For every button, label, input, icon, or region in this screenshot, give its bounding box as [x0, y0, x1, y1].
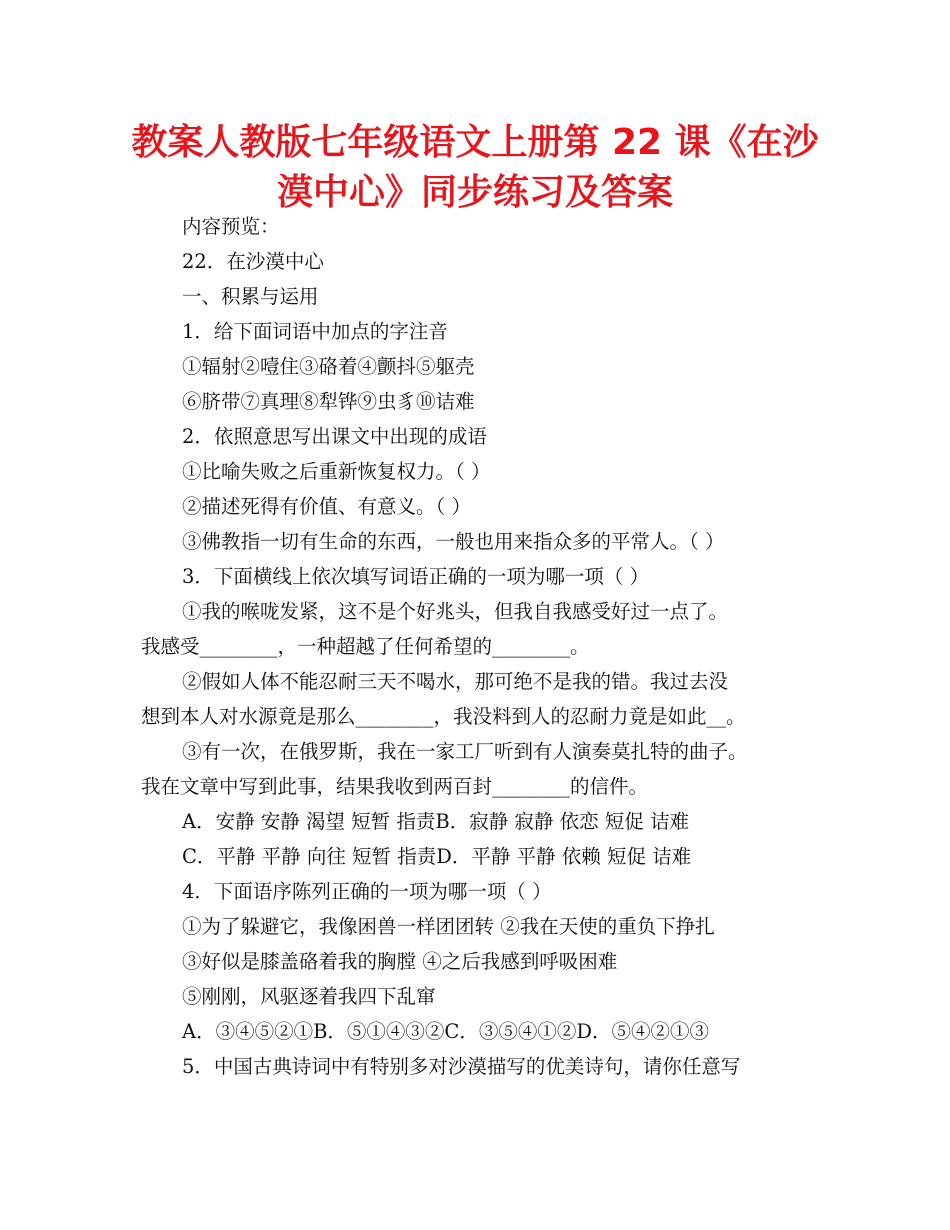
question-4: 4．下面语序陈列正确的一项为哪一项（ ）: [182, 880, 552, 903]
question-3-options-ab: A．安静 安静 渴望 短暂 指责B．寂静 寂静 依恋 短促 诘难: [182, 810, 690, 833]
document-body: [141, 209, 821, 1084]
question-3-item-1: ①我的喉咙发紧，这不是个好兆头，但我自我感受好过一点了。: [182, 600, 729, 623]
lesson-heading: 22．在沙漠中心: [182, 250, 324, 273]
question-4-items-c: ⑤刚刚，风驱逐着我四下乱窜: [182, 985, 436, 1008]
question-3-item-2: ②假如人体不能忍耐三天不喝水，那可绝不是我的错。我过去没: [182, 670, 729, 693]
question-2-item-1: ①比喻失败之后重新恢复权力。（ ）: [182, 460, 491, 483]
question-5: 5．中国古典诗词中有特别多对沙漠描写的优美诗句，请你任意写: [182, 1055, 741, 1078]
section-heading: 一、积累与运用: [182, 285, 319, 308]
question-3-item-1-cont: 我感受________，一种超越了任何希望的________。: [141, 635, 590, 658]
preview-label: 内容预览：: [182, 215, 280, 238]
question-3-item-3-cont: 我在文章中写到此事，结果我收到两百封________的信件。: [141, 775, 649, 798]
question-4-items-b: ③好似是膝盖硌着我的胸膛 ④之后我感到呼吸困难: [182, 950, 618, 973]
question-2: 2．依照意思写出课文中出现的成语: [182, 425, 487, 448]
question-1-words-b: ⑥脐带⑦真理⑧犁铧⑨虫豸⑩诘难: [182, 390, 475, 413]
title-line-2: 漠中心》同步练习及答案: [276, 172, 673, 213]
title-line-1: 教案人教版七年级语文上册第 22 课《在沙: [131, 122, 819, 163]
question-3-item-3: ③有一次，在俄罗斯，我在一家工厂听到有人演奏莫扎特的曲子。: [182, 740, 748, 763]
document-title: [120, 118, 830, 218]
question-3-options-cd: C．平静 平静 向往 短暂 指责D．平静 平静 依赖 短促 诘难: [182, 845, 692, 868]
question-3-item-2-cont: 想到本人对水源竟是那么________，我没料到人的忍耐力竟是如此__。: [141, 705, 746, 728]
question-4-items-a: ①为了躲避它，我像困兽一样团团转 ②我在天使的重负下挣扎: [182, 915, 715, 938]
question-3: 3．下面横线上依次填写词语正确的一项为哪一项（ ）: [182, 565, 650, 588]
question-1: 1．给下面词语中加点的字注音: [182, 320, 448, 343]
question-1-words-a: ①辐射②噎住③硌着④颤抖⑤躯壳: [182, 355, 475, 378]
question-4-options: A．③④⑤②①B．⑤①④③②C．③⑤④①②D．⑤④②①③: [182, 1020, 709, 1043]
question-2-item-2: ②描述死得有价值、有意义。（ ）: [182, 495, 471, 518]
question-2-item-3: ③佛教指一切有生命的东西，一般也用来指众多的平常人。（ ）: [182, 530, 725, 553]
